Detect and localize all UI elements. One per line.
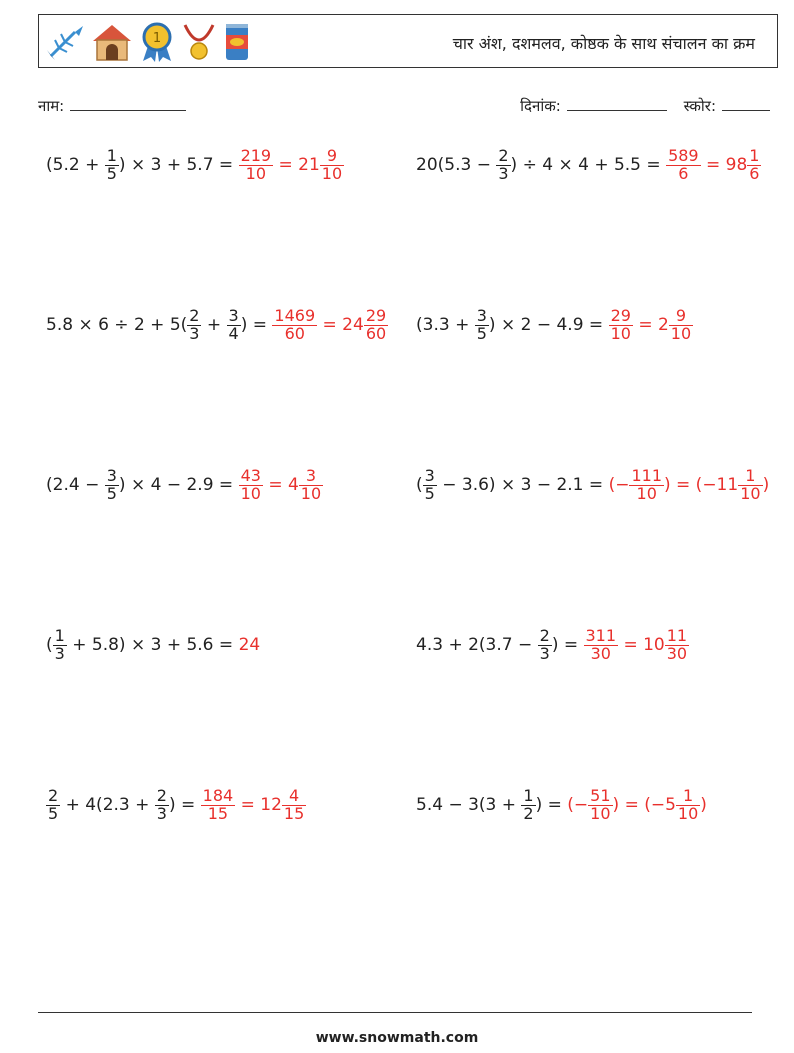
numerator: 43 (240, 466, 261, 485)
worksheet-title: चार अंश, दशमलव, कोष्ठक के साथ संचालन का क्रम (452, 34, 755, 53)
denominator: 10 (239, 165, 274, 183)
expr-text: (3.3 + (416, 315, 475, 336)
answer (666, 148, 761, 183)
denominator: 10 (629, 485, 664, 503)
denominator: 5 (48, 803, 59, 823)
fraction (497, 148, 509, 183)
fraction (240, 468, 262, 503)
fraction (670, 308, 692, 343)
date-blank[interactable] (567, 96, 667, 111)
numerator: 51 (590, 786, 611, 805)
problem-4 (416, 308, 693, 343)
denominator: 6 (749, 163, 760, 183)
expr-text: = 98 (700, 155, 748, 176)
question (46, 468, 239, 503)
denominator: 6 (666, 165, 701, 183)
expr-text: + 4(2.3 + (60, 795, 155, 816)
numerator: 3 (305, 466, 317, 485)
fraction (424, 468, 436, 503)
fish-bone-icon (45, 22, 85, 62)
worksheet-header (38, 14, 778, 68)
expr-text: ( (416, 475, 423, 496)
numerator: 4 (288, 786, 300, 805)
problem-3 (46, 308, 388, 343)
fraction (273, 308, 316, 343)
expr-text: = 10 (618, 635, 665, 656)
expr-text: 20(5.3 − (416, 155, 497, 176)
problem-1 (46, 148, 344, 183)
fraction (47, 788, 59, 823)
denominator: 5 (106, 163, 117, 183)
expr-text: 5.8 × 6 ÷ 2 + 5( (46, 315, 188, 336)
answer (201, 788, 307, 823)
denominator: 4 (228, 323, 239, 343)
expr-text: + 5.8) × 3 + 5.6 = (66, 635, 239, 656)
numerator: 1 (54, 626, 65, 645)
denominator: 30 (666, 643, 688, 663)
expr-text: 4.3 + 2(3.7 − (416, 635, 538, 656)
answer (272, 308, 388, 343)
numerator: 3 (476, 306, 487, 325)
expr-text: ) = (−5 (612, 795, 676, 816)
expr-text: ) = (168, 795, 201, 816)
denominator: 3 (498, 163, 509, 183)
footer-divider (38, 1012, 752, 1013)
fraction (54, 628, 66, 663)
question (416, 628, 584, 663)
numerator: 1 (106, 146, 117, 165)
fraction (283, 788, 305, 823)
fraction (321, 148, 343, 183)
expr-text: (5.2 + (46, 155, 105, 176)
question (46, 628, 239, 663)
score-label: स्कोर: (683, 97, 716, 115)
answer (567, 788, 707, 823)
fraction (202, 788, 235, 823)
numerator: 2 (156, 786, 167, 805)
numerator: 1 (683, 786, 694, 805)
numerator: 29 (610, 306, 631, 325)
answer (239, 148, 345, 183)
denominator: 5 (106, 483, 117, 503)
numerator: 2 (189, 306, 200, 325)
expr-text: = 12 (235, 795, 282, 816)
header-icons (45, 19, 251, 65)
answer (609, 468, 770, 503)
denominator: 60 (365, 323, 387, 343)
fraction (476, 308, 488, 343)
expr-text: ) = (−11 (664, 475, 739, 496)
expr-text: + (201, 315, 227, 336)
fraction (300, 468, 322, 503)
question (416, 468, 609, 503)
score-blank[interactable] (722, 96, 770, 111)
denominator: 30 (584, 645, 619, 663)
numerator: 1 (523, 786, 534, 805)
fraction (106, 468, 118, 503)
fraction (240, 148, 273, 183)
answer (239, 635, 261, 655)
denominator: 10 (670, 323, 692, 343)
expr-text: = 4 (262, 475, 299, 496)
fraction (365, 308, 387, 343)
denominator: 5 (424, 483, 435, 503)
fraction (677, 788, 699, 823)
problem-7 (46, 628, 260, 663)
fraction (610, 308, 632, 343)
fraction (228, 308, 240, 343)
expr-text: ) = (551, 635, 584, 656)
fraction (748, 148, 760, 183)
answer (584, 628, 690, 663)
fraction (666, 628, 688, 663)
answer (609, 308, 694, 343)
expr-text: 24 (238, 635, 261, 656)
denominator: 3 (156, 803, 167, 823)
expr-text: (− (567, 795, 589, 816)
numerator: 589 (668, 146, 699, 165)
expr-text: ) ÷ 4 × 4 + 5.5 = (510, 155, 667, 176)
problem-2 (416, 148, 761, 183)
denominator: 15 (201, 805, 236, 823)
denominator: 10 (240, 483, 261, 503)
fraction (667, 148, 700, 183)
expr-text: = 21 (273, 155, 320, 176)
expr-text: ( (46, 635, 53, 656)
numerator: 2 (498, 146, 509, 165)
medal-necklace-icon (181, 21, 217, 63)
expr-text: ) = (240, 315, 273, 336)
fraction (188, 308, 200, 343)
denominator: 60 (272, 325, 317, 343)
numerator: 3 (424, 466, 435, 485)
date-score-fields (520, 96, 770, 116)
denominator: 10 (321, 163, 343, 183)
fraction (630, 468, 663, 503)
answer (239, 468, 324, 503)
expr-text: ) (700, 795, 707, 816)
numerator: 1469 (274, 306, 316, 325)
expr-text: ) × 2 − 4.9 = (488, 315, 609, 336)
name-blank[interactable] (70, 96, 186, 111)
fraction (522, 788, 534, 823)
denominator: 3 (54, 643, 65, 663)
problem-5 (46, 468, 323, 503)
expr-text: = 2 (632, 315, 669, 336)
numerator: 9 (326, 146, 338, 165)
denominator: 10 (590, 803, 611, 823)
svg-text:1: 1 (152, 31, 162, 46)
name-label: नाम: (38, 97, 65, 115)
fraction (539, 628, 551, 663)
numerator: 1 (745, 466, 756, 485)
numerator: 111 (631, 466, 662, 485)
denominator: 3 (189, 323, 200, 343)
fraction (106, 148, 118, 183)
can-icon (223, 21, 251, 63)
expr-text: ) = (535, 795, 568, 816)
numerator: 29 (365, 306, 387, 325)
denominator: 10 (300, 483, 322, 503)
expr-text: − 3.6) × 3 − 2.1 = (436, 475, 609, 496)
expr-text: ) (762, 475, 770, 496)
problem-10 (416, 788, 707, 823)
expr-text: 5.4 − 3(3 + (416, 795, 522, 816)
question (416, 308, 609, 343)
date-label: दिनांक: (520, 97, 561, 115)
fraction (585, 628, 618, 663)
dog-house-icon (91, 21, 133, 63)
medal-ribbon-icon (139, 21, 175, 63)
expr-text: ) × 4 − 2.9 = (118, 475, 239, 496)
expr-text: (− (608, 475, 630, 496)
denominator: 15 (283, 803, 305, 823)
problem-8 (416, 628, 689, 663)
numerator: 2 (48, 786, 59, 805)
expr-text: ) × 3 + 5.7 = (118, 155, 239, 176)
numerator: 219 (240, 146, 272, 165)
numerator: 184 (202, 786, 234, 805)
numerator: 11 (666, 626, 688, 645)
problem-9 (46, 788, 306, 823)
denominator: 3 (539, 643, 550, 663)
question (46, 788, 201, 823)
fraction (739, 468, 761, 503)
numerator: 9 (675, 306, 687, 325)
numerator: 3 (106, 466, 117, 485)
denominator: 10 (740, 483, 761, 503)
denominator: 5 (476, 323, 487, 343)
numerator: 1 (749, 146, 760, 165)
question (46, 308, 272, 343)
problem-6 (416, 468, 769, 503)
expr-text: (2.4 − (46, 475, 105, 496)
footer-url[interactable]: www.snowmath.com (315, 1030, 479, 1046)
name-field (38, 96, 186, 116)
numerator: 311 (585, 626, 617, 645)
question (416, 148, 666, 183)
denominator: 2 (523, 803, 534, 823)
numerator: 3 (228, 306, 239, 325)
question (416, 788, 567, 823)
fraction (589, 788, 611, 823)
fraction (156, 788, 168, 823)
question (46, 148, 239, 183)
denominator: 10 (677, 803, 699, 823)
numerator: 2 (539, 626, 550, 645)
denominator: 10 (610, 323, 631, 343)
expr-text: = 24 (317, 315, 364, 336)
